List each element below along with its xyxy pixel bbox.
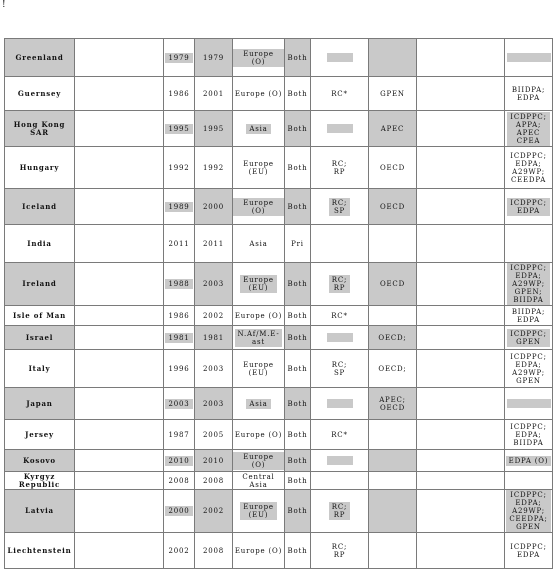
treaties-text: ICDPPC; EDPA (510, 542, 547, 559)
data-protection-table (4, 38, 553, 569)
region-cell (233, 326, 285, 350)
region-cell (233, 450, 285, 472)
country-text: India (27, 238, 52, 248)
scope-text: Both (287, 53, 308, 62)
year2-text: 1992 (202, 163, 224, 172)
table-row (5, 77, 553, 111)
groups-cell (369, 306, 417, 326)
treaties-cell (505, 306, 553, 326)
region-text: Central Asia (242, 472, 275, 489)
scope-cell (285, 472, 311, 490)
scope-text: Both (287, 124, 308, 133)
adequacy-text: RC; RP (331, 159, 348, 176)
groups-text: OECD (379, 280, 406, 288)
region-text: Europe (EU) (243, 360, 274, 377)
empty-cell (75, 326, 164, 350)
adequacy-text: RC; SP (329, 198, 350, 216)
empty-cell (75, 77, 164, 111)
year2-text: 1981 (202, 333, 224, 342)
empty-cell (417, 472, 505, 490)
empty-cell (417, 490, 505, 533)
groups-cell (369, 388, 417, 420)
table-row (5, 490, 553, 533)
empty-cell (417, 147, 505, 189)
empty-cell (417, 450, 505, 472)
adequacy-placeholder (327, 124, 353, 133)
adequacy-text: RC; RP (329, 502, 350, 520)
year2-cell (195, 39, 233, 77)
scope-text: Both (287, 546, 308, 555)
year1-cell (164, 147, 195, 189)
year1-cell (164, 420, 195, 450)
groups-cell (369, 450, 417, 472)
country-cell (5, 326, 75, 350)
year1-cell (164, 490, 195, 533)
scope-text: Both (287, 311, 308, 320)
country-cell (5, 420, 75, 450)
treaties-cell (505, 350, 553, 388)
empty-cell (75, 225, 164, 263)
table-row (5, 533, 553, 569)
adequacy-cell (311, 388, 369, 420)
region-cell (233, 472, 285, 490)
region-cell (233, 306, 285, 326)
treaties-text: ICDPPC; EDPA; BIIDPA (510, 422, 547, 447)
table-row (5, 450, 553, 472)
treaties-cell (505, 263, 553, 306)
scope-cell (285, 450, 311, 472)
year1-text: 1992 (168, 163, 190, 172)
table-row (5, 388, 553, 420)
empty-cell (417, 326, 505, 350)
country-text: Ireland (22, 279, 57, 288)
year1-text: 1986 (168, 89, 190, 98)
scope-text: Both (287, 333, 308, 342)
empty-cell (75, 350, 164, 388)
groups-text: APEC; OECD (379, 395, 406, 412)
country-cell (5, 472, 75, 490)
empty-cell (75, 111, 164, 147)
scope-text: Both (287, 280, 308, 288)
empty-cell (417, 388, 505, 420)
treaties-text: ICDPPC; EDPA; A29WP; GPEN; BIIDPA (507, 263, 549, 305)
adequacy-cell (311, 490, 369, 533)
table-row (5, 472, 553, 490)
year1-cell (164, 450, 195, 472)
year2-cell (195, 225, 233, 263)
year2-text: 2002 (202, 311, 224, 320)
treaties-placeholder (507, 399, 551, 408)
scope-cell (285, 111, 311, 147)
empty-cell (75, 472, 164, 490)
adequacy-cell (311, 225, 369, 263)
region-text: Europe (O) (233, 452, 284, 470)
country-text: Japan (26, 398, 53, 408)
groups-cell (369, 420, 417, 450)
scope-cell (285, 388, 311, 420)
region-text: Asia (246, 399, 270, 409)
scope-text: Both (287, 430, 308, 439)
scope-cell (285, 326, 311, 350)
adequacy-cell (311, 326, 369, 350)
treaties-cell (505, 225, 553, 263)
groups-text: OECD; (378, 333, 407, 342)
year1-text: 2003 (165, 399, 192, 409)
scope-cell (285, 77, 311, 111)
treaties-text: BIIDPA; EDPA (511, 85, 546, 102)
country-cell (5, 450, 75, 472)
country-text: Israel (25, 332, 54, 342)
groups-cell (369, 350, 417, 388)
empty-cell (75, 450, 164, 472)
year2-cell (195, 263, 233, 306)
scope-cell (285, 39, 311, 77)
year1-cell (164, 263, 195, 306)
empty-cell (75, 189, 164, 225)
region-cell (233, 225, 285, 263)
year2-text: 1995 (202, 124, 224, 133)
year2-cell (195, 350, 233, 388)
adequacy-cell (311, 450, 369, 472)
adequacy-placeholder (327, 333, 353, 342)
scope-cell (285, 420, 311, 450)
groups-cell (369, 326, 417, 350)
year2-cell (195, 189, 233, 225)
groups-text: OECD (379, 202, 406, 211)
region-cell (233, 350, 285, 388)
adequacy-cell (311, 472, 369, 490)
table-row (5, 420, 553, 450)
year1-text: 1995 (165, 124, 192, 134)
year2-text: 2003 (202, 280, 224, 288)
groups-cell (369, 77, 417, 111)
region-text: Asia (246, 124, 270, 134)
year1-cell (164, 326, 195, 350)
groups-cell (369, 263, 417, 306)
year2-cell (195, 490, 233, 533)
empty-cell (75, 39, 164, 77)
treaties-text: BIIDPA; EDPA (511, 307, 546, 324)
empty-cell (417, 225, 505, 263)
country-cell (5, 388, 75, 420)
year1-text: 1988 (165, 279, 192, 289)
year1-cell (164, 39, 195, 77)
year1-cell (164, 306, 195, 326)
adequacy-cell (311, 420, 369, 450)
year2-cell (195, 326, 233, 350)
treaties-cell (505, 472, 553, 490)
scope-text: Both (287, 163, 308, 172)
scope-text: Both (287, 364, 308, 373)
year2-text: 2001 (202, 89, 224, 98)
country-cell (5, 77, 75, 111)
table-row (5, 189, 553, 225)
region-cell (233, 263, 285, 306)
table-row (5, 306, 553, 326)
empty-cell (417, 111, 505, 147)
empty-cell (417, 39, 505, 77)
empty-cell (75, 388, 164, 420)
country-text: Liechtenstein (7, 545, 72, 555)
treaties-cell (505, 533, 553, 569)
region-cell (233, 388, 285, 420)
region-cell (233, 39, 285, 77)
region-text: Europe (O) (234, 89, 283, 98)
country-text: Jersey (25, 429, 54, 439)
region-cell (233, 189, 285, 225)
treaties-text: ICDPPC; EDPA; A29WP; CEEDPA; GPEN (506, 490, 550, 532)
adequacy-cell (311, 77, 369, 111)
year1-cell (164, 388, 195, 420)
scope-cell (285, 490, 311, 533)
year1-cell (164, 77, 195, 111)
table-row (5, 350, 553, 388)
groups-text: OECD; (378, 364, 407, 373)
year2-text: 2008 (202, 476, 224, 485)
year2-text: 2003 (202, 364, 224, 373)
scope-text: Both (287, 476, 308, 485)
year1-text: 2000 (165, 506, 192, 516)
year2-text: 2002 (202, 507, 224, 515)
year2-cell (195, 533, 233, 569)
empty-cell (417, 533, 505, 569)
year1-text: 1979 (165, 53, 192, 63)
empty-cell (75, 306, 164, 326)
empty-cell (417, 189, 505, 225)
year2-cell (195, 472, 233, 490)
country-cell (5, 225, 75, 263)
year1-text: 1989 (165, 202, 192, 212)
region-text: Europe (EU) (240, 275, 277, 293)
region-cell (233, 490, 285, 533)
treaties-cell (505, 77, 553, 111)
scope-text: Both (287, 507, 308, 515)
adequacy-cell (311, 147, 369, 189)
country-text: Guernsey (17, 88, 62, 98)
treaties-cell (505, 490, 553, 533)
treaties-text: ICDPPC; APPA; APEC CPEA (507, 112, 549, 146)
treaties-text: ICDPPC; GPEN (507, 329, 549, 347)
year2-text: 1979 (202, 53, 224, 62)
year2-text: 2000 (202, 202, 224, 211)
country-text: Hong Kong SAR (13, 119, 66, 137)
country-text: Italy (28, 363, 51, 373)
year2-text: 2011 (202, 239, 224, 248)
groups-cell (369, 111, 417, 147)
treaties-cell (505, 420, 553, 450)
adequacy-placeholder (327, 53, 353, 62)
table-row (5, 225, 553, 263)
year2-text: 2005 (202, 430, 224, 439)
treaties-cell (505, 39, 553, 77)
region-text: Europe (O) (233, 198, 284, 216)
groups-text: GPEN (380, 89, 405, 98)
adequacy-cell (311, 39, 369, 77)
groups-cell (369, 189, 417, 225)
year1-text: 2011 (168, 239, 190, 248)
groups-cell (369, 39, 417, 77)
treaties-placeholder (507, 53, 551, 62)
empty-cell (75, 147, 164, 189)
year2-cell (195, 147, 233, 189)
groups-cell (369, 147, 417, 189)
adequacy-cell (311, 263, 369, 306)
adequacy-cell (311, 350, 369, 388)
year2-cell (195, 388, 233, 420)
treaties-cell (505, 189, 553, 225)
treaties-text: ICDPPC; EDPA; A29WP; CEEDPA (510, 151, 547, 184)
treaties-text: ICDPPC; EDPA (507, 198, 549, 216)
scope-text: Both (287, 89, 308, 98)
year1-text: 1986 (168, 311, 190, 320)
adequacy-text: RC; RP (331, 542, 348, 559)
groups-text: APEC (380, 124, 405, 133)
treaties-text: ICDPPC; EDPA; A29WP; GPEN (510, 352, 547, 385)
region-text: Europe (O) (234, 311, 283, 320)
treaties-cell (505, 450, 553, 472)
adequacy-text: RC; SP (331, 360, 348, 377)
region-cell (233, 111, 285, 147)
year2-text: 2003 (202, 399, 224, 408)
treaties-cell (505, 388, 553, 420)
groups-cell (369, 225, 417, 263)
adequacy-text: RC* (331, 430, 348, 439)
table-row (5, 263, 553, 306)
adequacy-text: RC* (331, 89, 348, 98)
country-cell (5, 111, 75, 147)
scope-cell (285, 533, 311, 569)
region-text: Europe (O) (234, 430, 283, 439)
table-row (5, 326, 553, 350)
adequacy-cell (311, 189, 369, 225)
treaties-cell (505, 326, 553, 350)
country-text: Hungary (19, 162, 60, 172)
country-text: Latvia (25, 506, 54, 515)
scope-text: Pri (291, 239, 304, 248)
adequacy-placeholder (327, 399, 353, 408)
year1-cell (164, 472, 195, 490)
year1-text: 1987 (168, 430, 190, 439)
empty-cell (75, 533, 164, 569)
country-text: Isle of Man (12, 310, 67, 320)
empty-cell (417, 350, 505, 388)
region-cell (233, 147, 285, 189)
adequacy-cell (311, 111, 369, 147)
adequacy-text: RC; RP (329, 275, 350, 293)
year1-cell (164, 533, 195, 569)
scope-cell (285, 263, 311, 306)
year1-text: 2010 (165, 456, 192, 466)
country-cell (5, 263, 75, 306)
empty-cell (417, 77, 505, 111)
adequacy-cell (311, 306, 369, 326)
year1-cell (164, 189, 195, 225)
year2-cell (195, 111, 233, 147)
year1-cell (164, 350, 195, 388)
country-cell (5, 306, 75, 326)
year2-cell (195, 77, 233, 111)
adequacy-placeholder (327, 456, 353, 465)
country-text: Kosovo (23, 455, 56, 465)
region-text: Europe (O) (234, 546, 283, 555)
region-text: Europe (EU) (240, 502, 277, 520)
scope-cell (285, 306, 311, 326)
empty-cell (75, 420, 164, 450)
year2-cell (195, 420, 233, 450)
groups-cell (369, 490, 417, 533)
year1-text: 2002 (168, 546, 190, 555)
year2-cell (195, 450, 233, 472)
adequacy-cell (311, 533, 369, 569)
region-text: Europe (O) (233, 49, 284, 67)
scope-cell (285, 225, 311, 263)
empty-cell (417, 420, 505, 450)
year1-text: 1996 (168, 364, 190, 373)
scope-cell (285, 189, 311, 225)
treaties-cell (505, 111, 553, 147)
adequacy-text: RC* (331, 311, 348, 320)
empty-cell (417, 306, 505, 326)
groups-text: OECD (379, 163, 406, 172)
empty-cell (75, 490, 164, 533)
country-cell (5, 490, 75, 533)
scope-cell (285, 147, 311, 189)
region-text: Europe (EU) (243, 159, 274, 176)
country-text: Greenland (15, 52, 64, 62)
country-cell (5, 189, 75, 225)
scope-text: Both (287, 456, 308, 465)
region-cell (233, 533, 285, 569)
region-text: N.Af/M.E- ast (235, 329, 283, 347)
year1-cell (164, 225, 195, 263)
country-cell (5, 39, 75, 77)
treaties-text: EDPA (O) (506, 456, 552, 466)
country-text: Kyrgyz Republic (18, 471, 61, 489)
treaties-cell (505, 147, 553, 189)
region-cell (233, 77, 285, 111)
country-text: Iceland (22, 201, 57, 211)
year1-text: 2008 (168, 476, 190, 485)
region-cell (233, 420, 285, 450)
groups-cell (369, 533, 417, 569)
year1-text: 1981 (165, 333, 192, 343)
year2-text: 2010 (202, 456, 224, 465)
country-cell (5, 350, 75, 388)
table-row (5, 111, 553, 147)
scope-text: Both (287, 399, 308, 408)
empty-cell (75, 263, 164, 306)
table-row (5, 39, 553, 77)
table-row (5, 147, 553, 189)
scope-text: Both (287, 202, 308, 211)
scope-cell (285, 350, 311, 388)
corner-mark: ! (2, 0, 6, 10)
country-cell (5, 147, 75, 189)
empty-cell (417, 263, 505, 306)
country-cell (5, 533, 75, 569)
groups-cell (369, 472, 417, 490)
year2-cell (195, 306, 233, 326)
year2-text: 2008 (202, 546, 224, 555)
year1-cell (164, 111, 195, 147)
region-text: Asia (249, 239, 268, 248)
